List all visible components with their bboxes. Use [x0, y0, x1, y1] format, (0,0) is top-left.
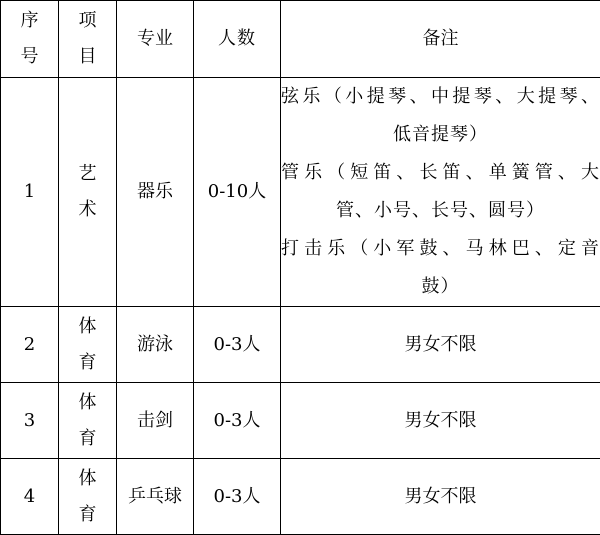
row-index-text: 4	[24, 486, 35, 507]
header-notes-text: 备注	[423, 28, 459, 49]
row-2-index	[1, 307, 59, 383]
header-item	[59, 1, 117, 78]
header-count	[194, 1, 281, 78]
row-index-text: 2	[24, 334, 35, 355]
header-item-line1: 项	[59, 3, 116, 39]
header-major-text: 专业	[137, 28, 173, 49]
row-item-line1: 体	[59, 385, 116, 421]
notes-line-percussion: 打击乐（小军鼓、马林巴、定音	[281, 230, 600, 268]
row-item-line2: 术	[59, 192, 116, 228]
row-2-item	[59, 307, 117, 383]
row-major-text: 击剑	[137, 410, 173, 431]
notes-line-winds-cont: 管、小号、长号、圆号）	[281, 192, 600, 230]
row-1-count	[194, 78, 281, 307]
row-major-text: 乒乓球	[128, 486, 182, 507]
row-1-index	[1, 78, 59, 307]
row-3-index	[1, 383, 59, 459]
row-major-text: 游泳	[137, 334, 173, 355]
notes-line-strings-cont: 低音提琴）	[281, 116, 600, 154]
table-row	[1, 78, 600, 307]
row-count-text: 0-3人	[214, 410, 261, 431]
row-2-major	[117, 307, 194, 383]
row-item-line2: 育	[59, 497, 116, 533]
table-row	[1, 307, 600, 383]
row-index-text: 1	[24, 181, 35, 202]
row-notes-text: 男女不限	[405, 334, 477, 355]
row-4-major	[117, 459, 194, 535]
table-row	[1, 459, 600, 535]
row-4-notes	[281, 459, 600, 535]
header-index-line1: 序	[1, 3, 58, 39]
row-3-count	[194, 383, 281, 459]
header-count-text: 人数	[218, 28, 256, 49]
notes-line-percussion-cont: 鼓）	[281, 268, 600, 306]
header-notes	[281, 1, 600, 78]
row-count-text: 0-10人	[208, 181, 266, 202]
row-item-line2: 育	[59, 345, 116, 381]
row-1-item	[59, 78, 117, 307]
header-major	[117, 1, 194, 78]
row-3-major	[117, 383, 194, 459]
row-index-text: 3	[24, 410, 35, 431]
row-item-line2: 育	[59, 421, 116, 457]
header-index-line2: 号	[1, 39, 58, 75]
row-3-notes	[281, 383, 600, 459]
notes-line-winds: 管乐（短笛、长笛、单簧管、大	[281, 154, 600, 192]
row-count-text: 0-3人	[214, 486, 261, 507]
row-item-line1: 艺	[59, 156, 116, 192]
row-notes-text: 男女不限	[405, 410, 477, 431]
row-item-line1: 体	[59, 461, 116, 497]
notes-line-strings: 弦乐（小提琴、中提琴、大提琴、	[281, 78, 600, 116]
header-item-line2: 目	[59, 39, 116, 75]
row-3-item	[59, 383, 117, 459]
row-2-count	[194, 307, 281, 383]
row-1-notes	[281, 78, 600, 307]
row-notes-text: 男女不限	[405, 486, 477, 507]
table-header-row	[1, 1, 600, 78]
row-major-text: 器乐	[137, 181, 173, 202]
header-index	[1, 1, 59, 78]
row-count-text: 0-3人	[214, 334, 261, 355]
row-4-index	[1, 459, 59, 535]
table-row	[1, 383, 600, 459]
row-2-notes	[281, 307, 600, 383]
row-4-item	[59, 459, 117, 535]
row-1-major	[117, 78, 194, 307]
row-item-line1: 体	[59, 309, 116, 345]
row-4-count	[194, 459, 281, 535]
